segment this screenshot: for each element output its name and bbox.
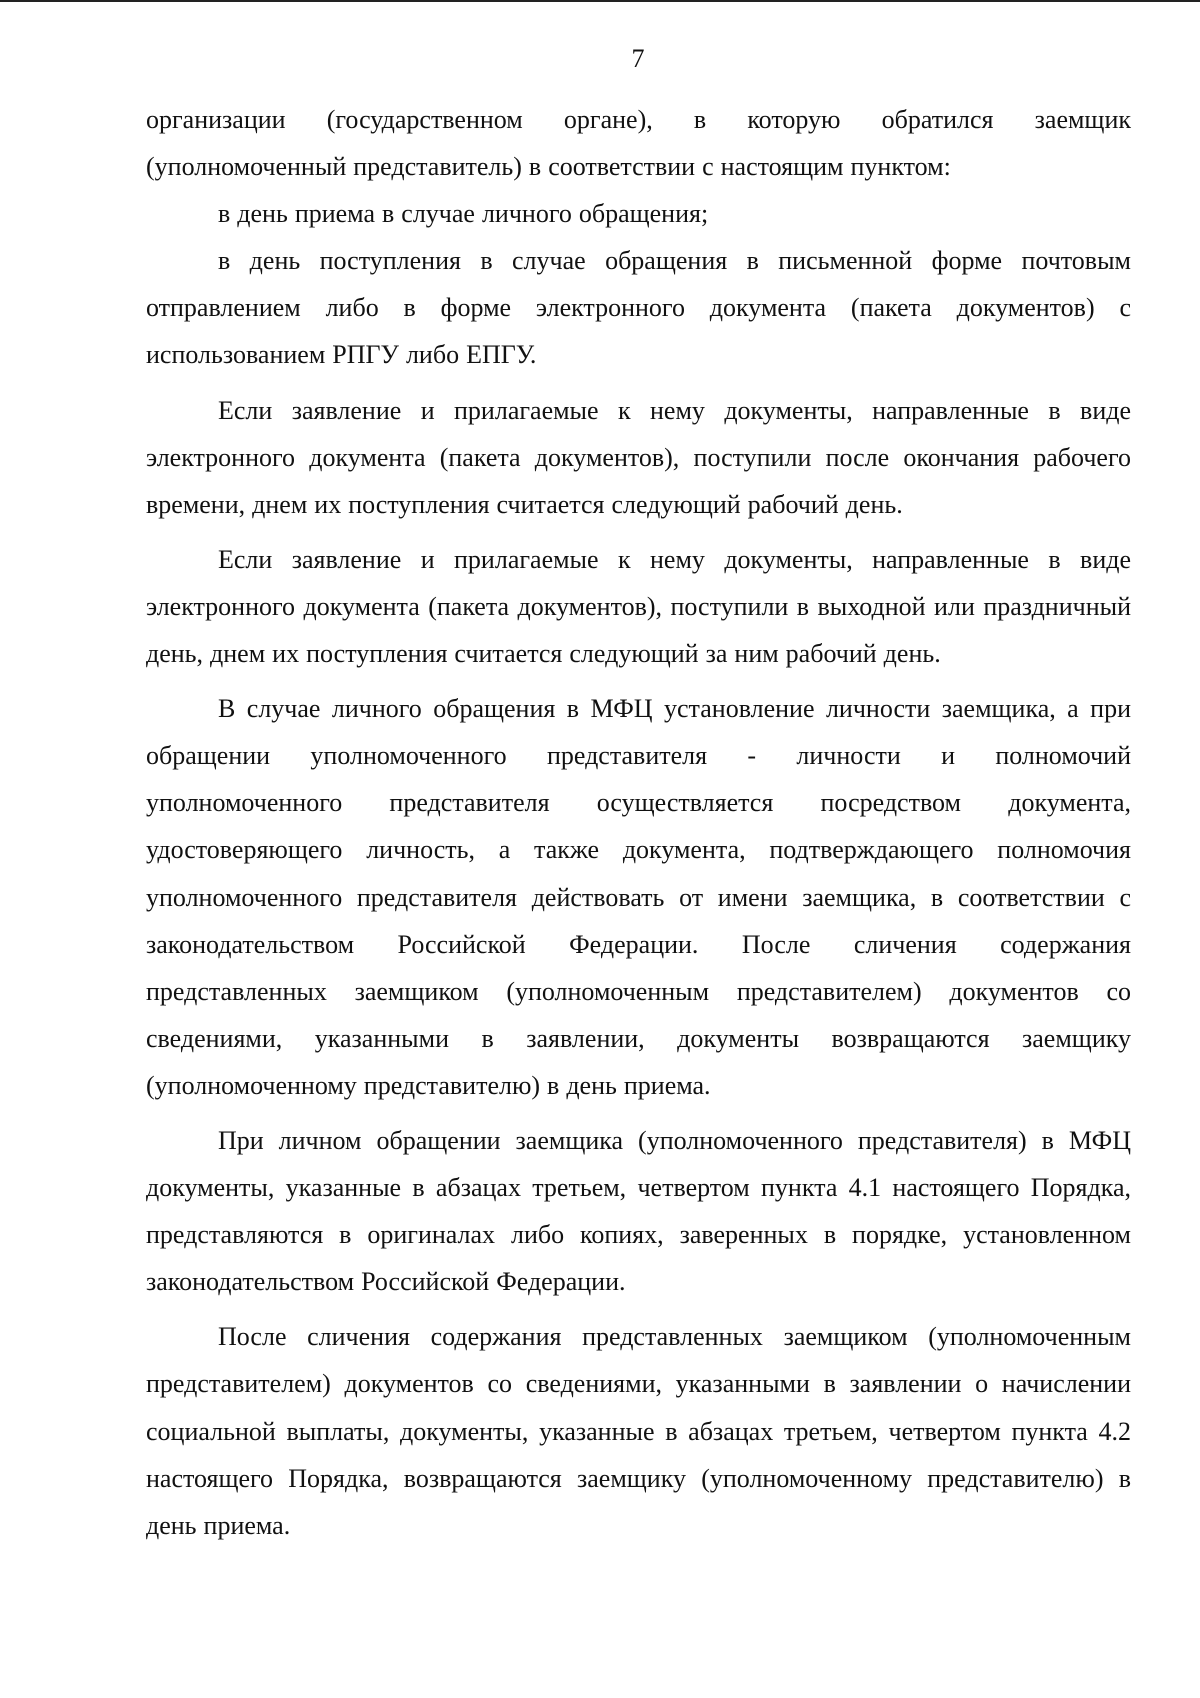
paragraph-originals-copies: При личном обращении заемщика (уполномоченного представителя) в МФЦ документы, указанные в абзацах третьем, четвертом пункта 4.1 настоящего Порядка, представляются в оригиналах либо копиях, заверенных в порядке, установленном законодательством Российской Федерации. <box>146 1125 1131 1297</box>
paragraph-documents-returned: После сличения содержания представленных заемщиком (уполномоченным представителем) документов со сведениями, указанными в заявлении о начислении социальной выплаты, документы, указанные в абзацах третьем, четвертом пункта 4.2 настоящего Порядка, возвращаются заемщику (уполномоченному представителю) в день приема. <box>146 1322 1131 1540</box>
top-border-line <box>0 0 1200 2</box>
paragraph-after-hours: Если заявление и прилагаемые к нему документы, направленные в виде электронного документа (пакета документов), поступили после окончания рабочего времени, днем их поступления считается следующий рабочий день. <box>146 395 1131 519</box>
document-body <box>146 96 1131 1549</box>
paragraph-identity-verification: В случае личного обращения в МФЦ установление личности заемщика, а при обращении уполномоченного представителя - личности и полномочий уполномоченного представителя осуществляется посредством документа, удостоверяющего личность, а также документа, подтверждающего полномочия уполномоченного представителя действовать от имени заемщика, в соответствии с законодательством Российской Федерации. После сличения содержания представленных заемщиком (уполномоченным представителем) документов со сведениями, указанными в заявлении, документы возвращаются заемщику (уполномоченному представителю) в день приема. <box>146 694 1131 1100</box>
paragraph-written-submission: в день поступления в случае обращения в письменной форме почтовым отправлением либо в форме электронного документа (пакета документов) с использованием РПГУ либо ЕПГУ. <box>146 246 1131 370</box>
paragraph-personal-visit: в день приема в случае личного обращения; <box>218 199 709 229</box>
paragraph-holiday: Если заявление и прилагаемые к нему документы, направленные в виде электронного документа (пакета документов), поступили в выходной или праздничный день, днем их поступления считается следующий за ним рабочий день. <box>146 544 1131 669</box>
page-number: 7 <box>631 44 645 73</box>
paragraph-continuation: организации (государственном органе), в которую обратился заемщик (уполномоченный представитель) в соответствии с настоящим пунктом: <box>146 105 1131 182</box>
